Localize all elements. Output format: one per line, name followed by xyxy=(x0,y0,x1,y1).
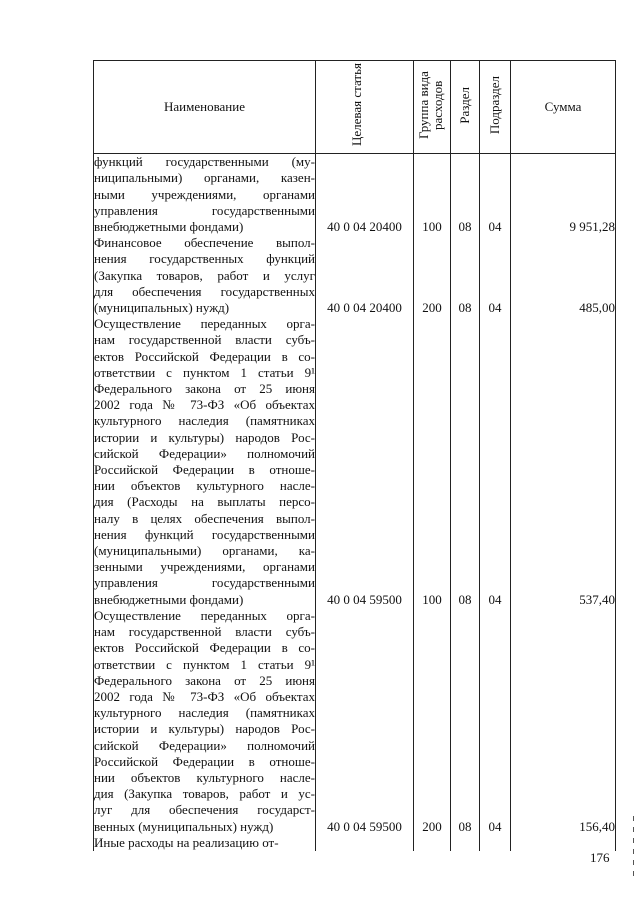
row-name-line: нения функций государственными xyxy=(94,526,315,542)
row-name-line: нения государственных функций xyxy=(94,251,315,267)
row-name-line: Федерального закона от 25 июня xyxy=(94,381,315,397)
row-name-cell xyxy=(94,835,316,851)
row-name-line: луг для обеспечения государст- xyxy=(94,802,315,818)
row-sum: 9 951,28 xyxy=(511,154,616,236)
row-subsection: 04 xyxy=(480,316,511,608)
row-name-line: для обеспечения государственных xyxy=(94,283,315,299)
header-target-article: Целевая статья xyxy=(316,61,414,154)
row-name-line: истории и культуры) народов Рос- xyxy=(94,429,315,445)
row-expense-group xyxy=(414,835,451,851)
row-name-line: управления государственными xyxy=(94,575,315,591)
row-name-line: функций государственными (му- xyxy=(94,154,315,170)
header-sum: Сумма xyxy=(511,61,616,154)
row-target-article: 40 0 04 59500 xyxy=(316,608,414,835)
row-target-article: 40 0 04 20400 xyxy=(316,154,414,236)
row-expense-group: 100 xyxy=(414,154,451,236)
table-body xyxy=(94,154,616,851)
budget-table xyxy=(93,60,616,851)
row-subsection: 04 xyxy=(480,154,511,236)
table-row xyxy=(94,154,616,236)
row-name-line: налу в целях обеспечения выпол- xyxy=(94,510,315,526)
row-target-article: 40 0 04 20400 xyxy=(316,235,414,316)
header-name: Наименование xyxy=(94,61,316,154)
row-sum: 537,40 xyxy=(511,316,616,608)
row-section xyxy=(451,835,480,851)
row-name-line: культурного наследия (памятниках xyxy=(94,413,315,429)
row-sum: 485,00 xyxy=(511,235,616,316)
row-name-line: зенными учреждениями, органами xyxy=(94,559,315,575)
table-header-row xyxy=(94,61,616,154)
row-name-line: (муниципальных) нужд) xyxy=(94,300,230,316)
row-name-line: (муниципальными) органами, ка- xyxy=(94,543,315,559)
header-section: Раздел xyxy=(451,61,480,154)
row-target-article: 40 0 04 59500 xyxy=(316,316,414,608)
row-name-line: Осуществление переданных орга- xyxy=(94,607,315,623)
scan-edge-marks xyxy=(632,810,636,900)
row-sum: 156,40 xyxy=(511,608,616,835)
row-name-line: Осуществление переданных орга- xyxy=(94,316,315,332)
row-name-line: (Закупка товаров, работ и услуг xyxy=(94,267,315,283)
row-name-line: истории и культуры) народов Рос- xyxy=(94,721,315,737)
row-subsection xyxy=(480,835,511,851)
row-section: 08 xyxy=(451,608,480,835)
row-name-line: нам государственной власти субъ- xyxy=(94,332,315,348)
page-number: 176 xyxy=(590,850,610,865)
header-subsection: Подраздел xyxy=(480,61,511,154)
row-name-line: ными учреждениями, органами xyxy=(94,186,315,202)
table-row xyxy=(94,608,616,835)
row-name-line: Российской Федерации в отноше- xyxy=(94,753,315,769)
row-name-cell xyxy=(94,608,316,835)
row-name-line: Финансовое обеспечение выпол- xyxy=(94,235,315,251)
row-name-line: нам государственной власти субъ- xyxy=(94,624,315,640)
row-sum xyxy=(511,835,616,851)
row-name-cell xyxy=(94,154,316,236)
row-name-line: ниципальными) органами, казен- xyxy=(94,170,315,186)
row-name-line: венных (муниципальных) нужд) xyxy=(94,818,274,834)
row-expense-group: 100 xyxy=(414,316,451,608)
row-name-line: дия (Закупка товаров, работ и ус- xyxy=(94,786,315,802)
row-name-line: нии объектов культурного насле- xyxy=(94,478,315,494)
row-name-line: Иные расходы на реализацию от- xyxy=(94,834,279,850)
row-target-article xyxy=(316,835,414,851)
row-section: 08 xyxy=(451,235,480,316)
row-name-line: ответствии с пунктом 1 статьи 9¹ xyxy=(94,656,315,672)
row-name-line: ектов Российской Федерации в со- xyxy=(94,348,315,364)
row-name-cell xyxy=(94,316,316,608)
row-name-line: сийской Федерации» полномочий xyxy=(94,737,315,753)
row-expense-group: 200 xyxy=(414,608,451,835)
row-name-line: культурного наследия (памятниках xyxy=(94,705,315,721)
row-expense-group: 200 xyxy=(414,235,451,316)
row-subsection: 04 xyxy=(480,608,511,835)
table-row xyxy=(94,316,616,608)
row-name-line: Российской Федерации в отноше- xyxy=(94,462,315,478)
row-name-line: внебюджетными фондами) xyxy=(94,591,244,607)
row-name-line: Федерального закона от 25 июня xyxy=(94,672,315,688)
row-name-line: сийской Федерации» полномочий xyxy=(94,445,315,461)
row-name-line: внебюджетными фондами) xyxy=(94,219,244,235)
row-name-line: ектов Российской Федерации в со- xyxy=(94,640,315,656)
row-name-line: ответствии с пунктом 1 статьи 9¹ xyxy=(94,364,315,380)
row-name-line: 2002 года № 73-ФЗ «Об объектах xyxy=(94,397,315,413)
row-name-line: дия (Расходы на выплаты персо- xyxy=(94,494,315,510)
row-name-line: нии объектов культурного насле- xyxy=(94,769,315,785)
row-name-line: 2002 года № 73-ФЗ «Об объектах xyxy=(94,688,315,704)
row-section: 08 xyxy=(451,316,480,608)
row-section: 08 xyxy=(451,154,480,236)
row-name-cell xyxy=(94,235,316,316)
table-row xyxy=(94,235,616,316)
header-expense-group: Группа вида расходов xyxy=(414,61,451,154)
table-row xyxy=(94,835,616,851)
row-name-line: управления государственными xyxy=(94,202,315,218)
row-subsection: 04 xyxy=(480,235,511,316)
